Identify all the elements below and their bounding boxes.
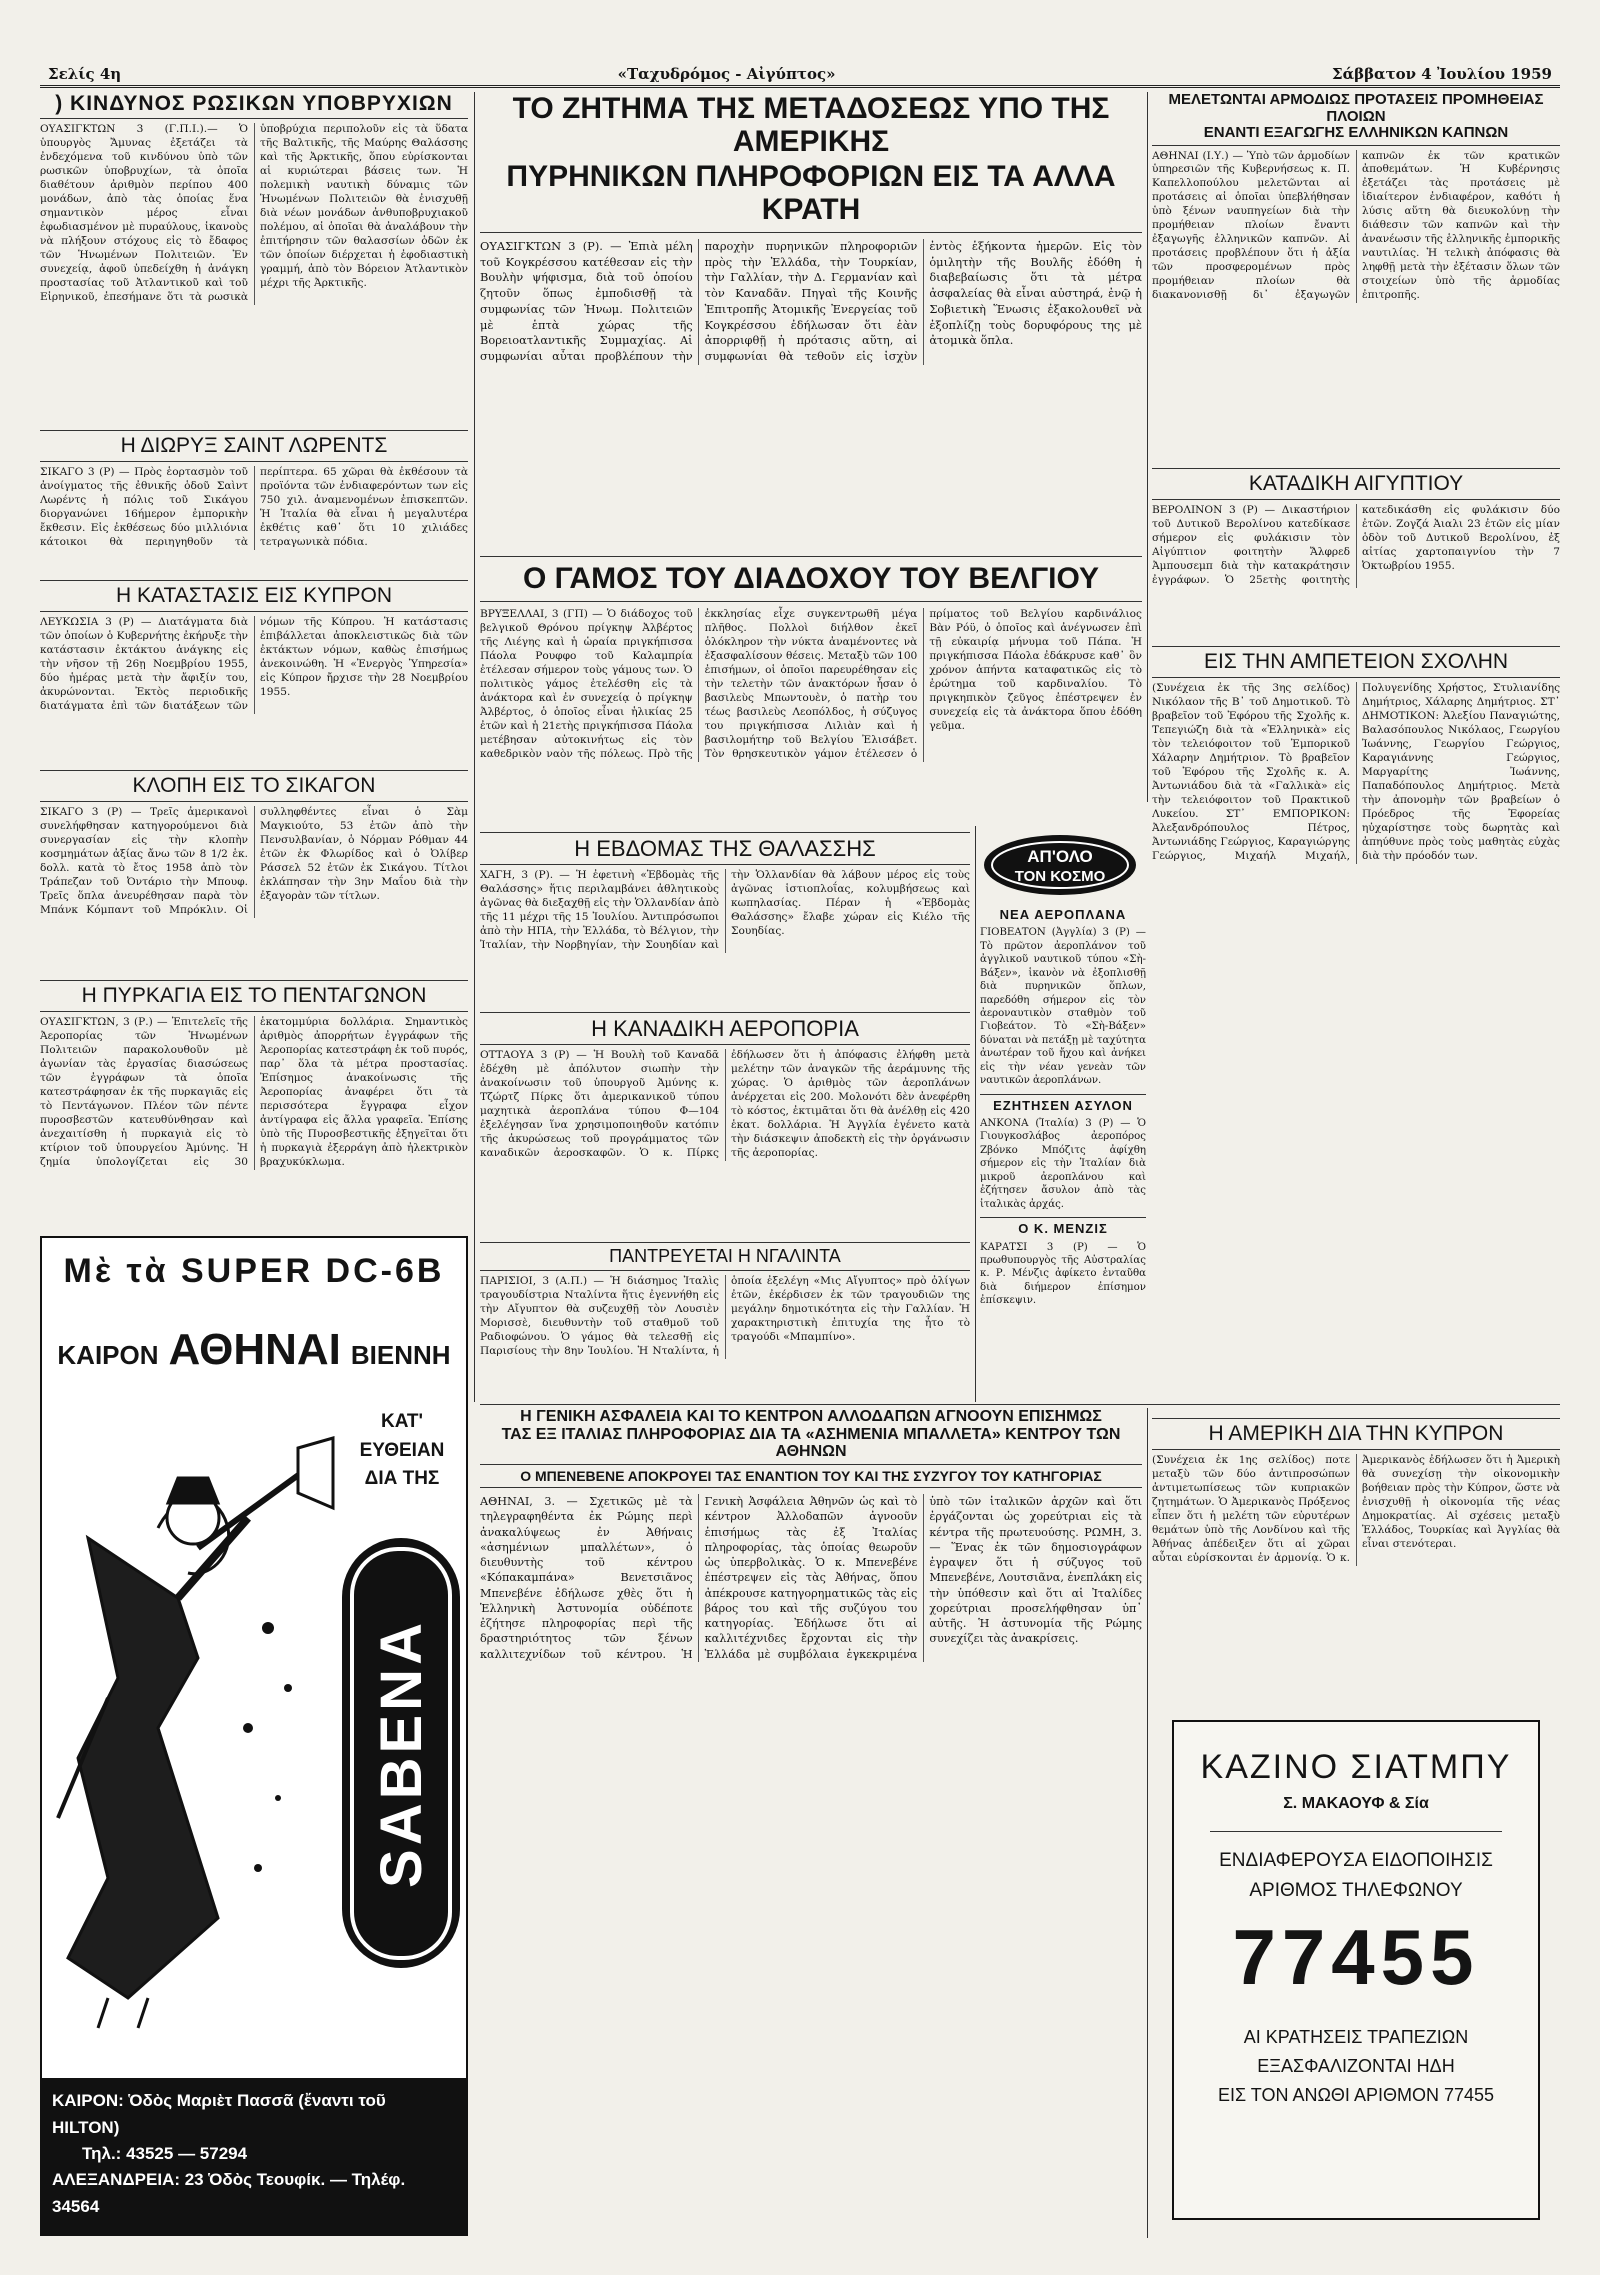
headline-security-3: Ο ΜΠΕΝΕΒΕΝΕ ΑΠΟΚΡΟΥΕΙ ΤΑΣ ΕΝΑΝΤΙΟΝ ΤΟΥ ΚΑΙ ΤΗΣ ΣΥΖΥΓΟΥ ΤΟΥ ΚΑΤΗΓΟΡΙΑΣ bbox=[480, 1469, 1142, 1488]
paper-name: «Ταχυδρόμος - Αἰγύπτος» bbox=[617, 64, 836, 83]
headline-offers-1: ΜΕΛΕΤΩΝΤΑΙ ΑΡΜΟΔΙΩΣ ΠΡΟΤΑΣΕΙΣ ΠΡΟΜΗΘΕΙΑΣ ΠΛΟΙΩΝ bbox=[1168, 92, 1544, 125]
article-cyprus-situation bbox=[40, 574, 468, 764]
body-transmission: ΟΥΑΣΙΓΚΤΩΝ 3 (Ρ). — Ἐπιὰ μέλη τοῦ Κογκρέσσου κατέθεσαν εἰς τὴν Βουλὴν ψήφισμα, διὰ τοῦ ὁποίου ζητοῦν ὅπως ἐμποδισθῇ τὰ συμφωνίας τῶν Ἡνωμ. Πολιτειῶν μὲ ἑπτὰ χώρας τῆς Βορειοατλαντικῆς Συμμαχίας. Αἱ συμφωνίαι αὗται προβλέπουν τὴν παροχὴν πυρηνικῶν πληροφοριῶν πρὸς τὴν Ἑλλάδα, τὴν Τουρκίαν, τὴν Γαλλίαν, τὴν Δ. Γερμανίαν καὶ τὸν Καναδᾶν. Πηγαὶ τῆς Κοινῆς Ἐπιτροπῆς Ἀτομικῆς Ἐνεργείας τοῦ Κογκρέσσου ἐδήλωσαν ὅτι ἐὰν ἀπορριφθῇ ἡ πρότασις αὕτη, αἱ συμφωνίαι θὰ τεθοῦν εἰς ἰσχὺν ἐντὸς ἑξήκοντα ἡμερῶν. Εἰς τὸν ὁμιλητὴν τῆς Βουλῆς ἐδόθη ἡ διαβεβαίωσις ὅτι τὰ μέτρα ἀσφαλείας θὰ εἶναι αὐστηρά, ἐνῷ ἡ Σοβιετικὴ Ἕνωσις ἐξακολουθεῖ νὰ ἐξοπλίζῃ τοὺς δορυφόρους της μὲ ἀτομικὰ ὅπλα. bbox=[480, 239, 1142, 364]
casino-owner: Σ. ΜΑΚΑΟΥΦ & Σία bbox=[1283, 1795, 1429, 1812]
sabena-ad-cities bbox=[42, 1325, 466, 1375]
headline-canadian-air: Η ΚΑΝΑΔΙΚΗ ΑΕΡΟΠΟΡΙΑ bbox=[480, 1012, 970, 1045]
body-menzies: ΚΑΡΑΤΣΙ 3 (Ρ) — Ὁ πρωθυπουργὸς τῆς Αὐστραλίας κ. Ρ. Μένζις ἀφίκετο ἐνταῦθα διὰ διήμερον ἐπίσημον ἐπίσκεψιν. bbox=[980, 1241, 1146, 1307]
headline-wedding: Ο ΓΑΜΟΣ ΤΟΥ ΔΙΑΔΟΧΟΥ ΤΟΥ ΒΕΛΓΙΟΥ bbox=[480, 562, 1142, 602]
article-canadian-air bbox=[480, 1006, 970, 1236]
casino-phone-label: ΑΡΙΘΜΟΣ ΤΗΛΕΦΩΝΟΥ bbox=[1249, 1880, 1463, 1901]
body-dalida: ΠΑΡΙΣΙΟΙ, 3 (Α.Π.) — Ἡ διάσημος Ἰταλὶς τραγουδίστρια Νταλίντα ἥτις ἐγεννήθη εἰς τὴν Αἴγυπτον θὰ συζευχθῇ τὸν Λουσιὲν Μορισσὲ, διευθυντὴν τοῦ σταθμοῦ τοῦ Ραδιοφώνου. Ὁ γάμος θὰ τελεσθῇ εἰς Παρισίους τὴν 8ην Ἰουλίου. Ἡ Νταλίντα, ἡ ὁποία ἐξελέγη «Μις Αἴγυπτος» πρὸ ὀλίγων ἐτῶν, ἐκέρδισεν ἐκ τῶν τραγουδιῶν της μεγάλην δημοτικότητα εἰς τὴν Γαλλίαν. Ἡ χαρακτηριστικὴ ἐπιτυχία της ἦτο τὸ τραγούδι «Μπαμπίνο». bbox=[480, 1274, 970, 1357]
article-egypt-verdict bbox=[1152, 462, 1560, 632]
article-seaway bbox=[40, 424, 468, 574]
trumpeter-illustration bbox=[48, 1398, 338, 2038]
subhead-asylum: ΕΖΗΤΗΣΕΝ ΑΣΥΛΟΝ bbox=[980, 1094, 1146, 1113]
article-ship-offers bbox=[1152, 92, 1560, 462]
column-rule bbox=[975, 826, 976, 1402]
body-submarines: ΟΥΑΣΙΓΚΤΩΝ 3 (Γ.Π.Ι.).— Ὁ ὑπουργὸς Ἄμυνας ἐξετάζει τὰ ἐνδεχόμενα τοῦ κινδύνου ὑπὸ τῶν ρωσικῶν ὑποβρυχίων, τὰ ὁποῖα διαθέτουν ἀριθμὸν περίπου 400 μονάδων, ἀπὸ τὰς ὁποίας ἕνα σημαντικὸν μέρος εἶναι ἐφωδιασμένον μὲ πυραύλους, ἱκανοὺς νὰ πλήξουν στόχους εἰς τὸ ἔδαφος τῶν Ἡνωμένων Πολιτειῶν. Ἐν συνεχείᾳ, ἀφοῦ ὑπεδείχθη ἡ ἀνάγκη προστασίας τοῦ Ἀτλαντικοῦ καὶ τοῦ Εἰρηνικοῦ, ἐπεσήμανε ὅτι τὰ ρωσικὰ ὑποβρύχια περιπολοῦν εἰς τὰ ὕδατα τῆς Βαλτικῆς, τῆς Μαύρης Θαλάσσης καὶ τῆς Ἀρκτικῆς, ὅπου εὑρίσκονται αἱ κυριώτεραι βάσεις των. Ἡ πολεμικὴ ναυτικὴ δύναμις τῶν Ἡνωμένων Πολιτειῶν θὰ ἐνισχυθῇ διὰ νέων μονάδων ἀνθυποβρυχιακοῦ πολέμου, αἱ ὁποῖαι θὰ ἀναλάβουν τὴν ἐπιτήρησιν τῶν θαλασσίων ὁδῶν ἐκ τῶν ὁποίων διέρχεται ἡ ἐφοδιαστικὴ γραμμή, ἀπὸ τὸν Βόρειον Ἀτλαντικὸν μέχρι τῆς Ἀρκτικῆς. bbox=[40, 123, 468, 303]
headline-egypt-verdict: ΚΑΤΑΔΙΚΗ ΑΙΓΥΠΤΙΟΥ bbox=[1152, 468, 1560, 500]
article-wedding bbox=[480, 562, 1142, 822]
headline-security-2: ΤΑΣ ΕΞ ΙΤΑΛΙΑΣ ΠΛΗΡΟΦΟΡΙΑΣ ΔΙΑ ΤΑ «ΑΣΗΜΕΝΙΑ ΜΠΑΛΛΕΤΑ» ΚΕΝΤΡΟΥ ΤΩΝ ΑΘΗΝΩΝ bbox=[480, 1426, 1142, 1465]
headline-seaway: Η ΔΙΩΡΥΞ ΣΑΙΝΤ ΛΩΡΕΝΤΣ bbox=[40, 430, 468, 462]
city-vienna: ΒΙΕΝΝΗ bbox=[350, 1340, 451, 1370]
casino-reservations-1: ΑΙ ΚΡΑΤΗΣΕΙΣ ΤΡΑΠΕΖΙΩΝ bbox=[1243, 2027, 1469, 2047]
casino-interest: ΕΝΔΙΑΦΕΡΟΥΣΑ ΕΙΔΟΠΟΙΗΣΙΣ bbox=[1219, 1850, 1493, 1871]
column-rule bbox=[474, 92, 475, 1402]
badge-line-1: ΑΠ'ΟΛΟ bbox=[1027, 847, 1093, 866]
alexandria-address: ΑΛΕΞΑΝΔΡΕΙΑ: 23 Ὁδὸς Τεουφίκ. — Τηλέφ. 34564 bbox=[52, 2170, 406, 2216]
section-rule bbox=[480, 1404, 1560, 1405]
body-canadian-air: ΟΤΤΑΟΥΑ 3 (Ρ) — Ἡ Βουλὴ τοῦ Καναδᾶ ἐδέχθη μὲ ἀπόλυτον σιωπὴν τὴν ἀνακοίνωσιν τοῦ ὑπουργοῦ Ἀμύνης κ. Τζώρτζ Πίρκς ὅτι ἀμερικανικοῦ τύπου μαχητικὰ ἀεροπλάνα τύπου Φ—104 ἐξελέγησαν ἵνα χρησιμοποιηθοῦν κατόπιν τῆς ἀκυρώσεως τοῦ προγράμματος τῶν καναδικῶν ἀεροσκαφῶν. Ὁ κ. Πίρκς ἐδήλωσεν ὅτι ἡ ἀπόφασις ἐλήφθη μετὰ μελέτην τῶν ἀναγκῶν τῆς ἀεράμυνης τῆς χώρας. Ὁ ἀριθμὸς τῶν ἀεροπλάνων ἀνέρχεται εἰς 200. Μολονότι δὲν ἀνεφέρθη τὸ κόστος, ἐκτιμᾶται ὅτι θὰ ἀνέλθῃ εἰς 420 ἑκατ. δολλάρια. Ἡ Ἀγγλία ἐγένετο κατὰ τὴν διάσκεψιν ἀποδεκτὴ εἰς τὴν ὀργάνωσιν τῆς ἀεροπορίας. bbox=[480, 1049, 970, 1160]
sabena-address-block bbox=[42, 2078, 466, 2234]
column-rule bbox=[1147, 92, 1148, 802]
section-rule bbox=[480, 556, 1142, 557]
subhead-menzies: Ο Κ. ΜΕΝΖΙΣ bbox=[980, 1217, 1146, 1236]
direct-line-1: ΚΑΤ' ΕΥΘΕΙΑΝ bbox=[359, 1411, 445, 1461]
article-sea-week bbox=[480, 826, 970, 1006]
column-rule bbox=[1147, 1408, 1148, 2238]
badge-line-2: ΤΟΝ ΚΟΣΜΟ bbox=[1014, 868, 1106, 885]
headline-ampeteion: ΕΙΣ ΤΗΝ ΑΜΠΕΤΕΙΟΝ ΣΧΟΛΗΝ bbox=[1152, 646, 1560, 678]
casino-reservations-2: ΕΞΑΣΦΑΛΙΖΟΝΤΑΙ ΗΔΗ bbox=[1257, 2056, 1455, 2076]
article-chicago-theft bbox=[40, 764, 468, 974]
world-badge-icon bbox=[980, 830, 1140, 900]
body-pentagon: ΟΥΑΣΙΓΚΤΩΝ, 3 (Ρ.) — Ἐπιτελεῖς τῆς Ἀεροπορίας τῶν Ἡνωμένων Πολιτειῶν παρακολουθοῦν μὲ ἀγωνίαν τὰς ἐργασίας διασώσεως τῶν ἐγγράφων τὰ ὁποῖα κατεστράφησαν ἐκ τῆς πυρκαγιᾶς εἰς τὸ Πεντάγωνον. Πλέον τῶν πέντε πυροσβεστῶν κατευθύνθησαν καὶ ἀνεχαιτίσθη ἡ πυρκαγιὰ εἰς τὸ κτίριον τοῦ ὑπουργείου Ἀμύνης. Ἡ ζημία ὑπολογίζεται εἰς 30 ἑκατομμύρια δολλάρια. Σημαντικὸς ἀριθμὸς ἀπορρήτων ἐγγράφων τῆς Ἀεροπορίας κατεστράφη ἐκ τοῦ πυρός, παρ᾽ ὅλα τὰ μέτρα προστασίας. Ἐπίσημος ἀνακοίνωσις τῆς Ἀεροπορίας ἀναφέρει ὅτι τὰ περισσότερα ἔγγραφα εἶχον ἀντίγραφα εἰς ἄλλα γραφεῖα. Ἐπίσης ὑπὸ τῆς Πυροσβεστικῆς ἐξηγεῖται ὅτι ἡ πυρκαγιὰ ἐξερράγη ἀπὸ ἠλεκτρικὸν βραχυκύκλωμα. bbox=[40, 1016, 468, 1168]
body-sea-week: ΧΑΓΗ, 3 (Ρ). — Ἡ ἐφετινὴ «Ἑβδομὰς τῆς Θαλάσσης» ἥτις περιλαμβάνει ἀθλητικοὺς ἀγῶνας θὰ διεξαχθῇ εἰς τὴν Ὁλλανδίαν ἀπὸ τῆς 11 μέχρι τῆς 15 Ἰουλίου. Ἀντιπρόσωποι ἀπὸ τὴν ΗΠΑ, τὴν Ἑλλάδα, τὸ Βέλγιον, τὴν Ἰταλίαν, τὴν Νορβηγίαν, τὴν Σουηδίαν καὶ τὴν Ὁλλανδίαν θὰ λάβουν μέρος εἰς τοὺς ἀγῶνας ἱστιοπλοΐας, κολυμβήσεως καὶ κωπηλασίας. Πέραν ἡ «Ἑβδομὰς Θαλάσσης» ἔλαβε χώραν εἰς Κιέλο τῆς Σουηδίας. bbox=[480, 869, 970, 952]
body-new-aircraft: ΓΙΟΒΕΑΤΟΝ (Ἀγγλία) 3 (Ρ) — Τὸ πρῶτον ἀεροπλάνον τοῦ ἀγγλικοῦ ναυτικοῦ τύπου «Σὴ-Βάξεν», ἱκανὸν νὰ ἐξοπλισθῇ διὰ πυρηνικῶν ὅπλων, παρεδόθη σήμερον εἰς τὸν ἀεροναυτικὸν σταθμὸν τοῦ Γιοβεάτον. Τὸ «Σὴ-Βάξεν» δύναται νὰ πετάξῃ μὲ ταχύτητα ἀνωτέραν τοῦ ἤχου καὶ ἀνήκει εἰς τὴν νέαν γενεὰν τῶν ναυτικῶν ἀεροπλάνων. bbox=[980, 927, 1146, 1087]
article-submarines bbox=[40, 92, 468, 422]
casino-reservations-3: ΕΙΣ ΤΟΝ ΑΝΩΘΙ ΑΡΙΘΜΟΝ 77455 bbox=[1217, 2085, 1495, 2105]
body-offers: ΑΘΗΝΑΙ (Ι.Υ.) — Ὑπὸ τῶν ἀρμοδίων ὑπηρεσιῶν τῆς Κυβερνήσεως κ. Π. Καπελλοπούλου μελετῶνται αἱ προτάσεις αἱ ὁποῖαι ὑπεβλήθησαν ὑπὸ ξένων ναυπηγείων διὰ τὴν προμήθειαν πλοίων ἔναντι ἐξαγωγῆς ἑλληνικῶν καπνῶν. Αἱ προτάσεις προβλέπουν ὅτι ἡ ἀξία τῶν προσφερομένων πρὸς προμήθειαν πλοίων θὰ διακανονισθῇ δι᾽ ἐξαγωγῶν καπνῶν ἐκ τῶν κρατικῶν ἀποθεμάτων. Ἡ Κυβέρνησις ἐξετάζει τὰς προτάσεις μὲ ἰδιαίτερον ἐνδιαφέρον, καθότι ἡ λύσις αὕτη θὰ διευκολύνῃ τὴν διάθεσιν τῶν καπνῶν καὶ τὴν ἀνανέωσιν τῆς ἑλληνικῆς ἐμπορικῆς ναυτιλίας. Ἡ τελικὴ ἀπόφασις θὰ ληφθῇ μετὰ τὴν ἐξέτασιν ὅλων τῶν στοιχείων ὑπὸ τῆς ἁρμοδίας ἐπιτροπῆς. bbox=[1152, 149, 1560, 302]
headline-pentagon: Η ΠΥΡΚΑΓΙΑ ΕΙΣ ΤΟ ΠΕΝΤΑΓΩΝΟΝ bbox=[40, 980, 468, 1012]
article-apo-ton-kosmo bbox=[980, 830, 1146, 1402]
article-pentagon bbox=[40, 974, 468, 1230]
body-security: ΑΘΗΝΑΙ, 3. — Σχετικῶς μὲ τὰ τηλεγραφηθέντα ἐκ Ρώμης περὶ ἀνακαλύψεως ἐν Ἀθήναις «ἀσημένιων μπαλλέτων», ὁ διευθυντὴς τοῦ κέντρου «Κόπακαμπάνα» Βενετσιᾶνος Μπενεβένε ἐδήλωσε χθὲς ὅτι ἡ Ἑλληνικὴ Ἀστυνομία οὐδέποτε ἐζήτησε πληροφορίας περὶ τῆς δραστηριότητος τῶν ξένων καλλιτεχνίδων τοῦ κέντρου. Ἡ Γενικὴ Ἀσφάλεια Ἀθηνῶν ὡς καὶ τὸ κέντρον Ἀλλοδαπῶν ἀγνοοῦν ἐπισήμως τὰς ἐξ Ἰταλίας πληροφορίας, τὰς ὁποίας θεωροῦν ὡς ὑπερβολικὰς. Ὁ κ. Μπενεβένε ἐπέστρεψεν εἰς τὰς Ἀθήνας, ὅπου ἀπέκρουσε κατηγορηματικῶς τὰς εἰς βάρος του καὶ τῆς συζύγου του κατηγορίας. Ἐδήλωσε ὅτι αἱ καλλιτέχνιδες ἔρχονται εἰς τὴν Ἑλλάδα μὲ συμβόλαια ἐγκεκριμένα ὑπὸ τῶν ἰταλικῶν ἀρχῶν καὶ ὅτι ἐργάζονται ὡς χορεύτριαι εἰς τὰ κέντρα τῆς πρωτευούσης. ΡΩΜΗ, 3. — Ἕνας ἐκ τῶν δημοσιογράφων ἐγραψεν ὅτι ἡ σύζυγος τοῦ Μπενεβένε, Λουτσιᾶνα, ἐνεπλάκη εἰς τὴν ὑπόθεσιν καὶ ὅτι αἱ Ἰταλίδες χορεύτριαι προσελήφθησαν ὑπ᾽ αὐτῆς. Ἡ ἀστυνομία τῆς Ρώμης συνεχίζει τὰς ἀνακρίσεις. bbox=[480, 1495, 1142, 1661]
headline-submarines: ) ΚΙΝΔΥΝΟΣ ΡΩΣΙΚΩΝ ΥΠΟΒΡΥΧΙΩΝ bbox=[40, 92, 468, 119]
headline-offers-2: ΕΝΑΝΤΙ ΕΞΑΓΩΓΗΣ ΕΛΛΗΝΙΚΩΝ ΚΑΠΝΩΝ bbox=[1152, 125, 1560, 146]
article-america-cyprus bbox=[1152, 1412, 1560, 1712]
sabena-direct-text bbox=[342, 1408, 462, 1494]
subhead-new-aircraft: ΝΕΑ ΑΕΡΟΠΛΑΝΑ bbox=[999, 907, 1127, 922]
headline-sea-week: Η ΕΒΔΟΜΑΣ ΤΗΣ ΘΑΛΑΣΣΗΣ bbox=[480, 832, 970, 865]
casino-phone: 77455 bbox=[1232, 1913, 1480, 2001]
body-ampeteion: (Συνέχεια ἐκ τῆς 3ης σελίδος) Νικόλαον τῆς Β᾽ τοῦ Δημοτικοῦ. Τὸ βραβεῖον τοῦ Ἐφόρου τῆς Σχολῆς κ. Τεπεγιώζη διὰ τὰ «Ἑλληνικὰ» εἰς τὸν τελειόφοιτον τοῦ Ἐμπορικοῦ Χάλαρην Δημήτριον. Τὸ βραβεῖον τοῦ Ἐφόρου τῆς Σχολῆς κ. Α. Ἀντωνιάδου διὰ τὰ «Γαλλικὰ» εἰς τὴν τελειόφοιτον τοῦ Πρακτικοῦ Λυκείου. ΣΤ᾽ ΕΜΠΟΡΙΚΟΝ: Ἀλεξανδρόπουλος Πέτρος, Ἀντωνιάδης Γεώργιος, Καραγιώργης Γεώργιος, Μιχαήλ Μιχαήλ, Πολυγενίδης Χρήστος, Στυλιανίδης Δημήτριος, Χάλαρης Δημήτριος. ΣΤ᾽ ΔΗΜΟΤΙΚΟΝ: Ἀλεξίου Παναγιώτης, Βαλασόπουλος Νικόλαος, Γεωργίου Ἰωάννης, Γεωργίου Γεώργιος, Καραγιάννης Γεώργιος, Μαργαρίτης Ἰωάννης, Παπαδόπουλος Δημήτριος. Μετὰ τὴν ἀπονομὴν τῶν βραβείων ὁ Πρόεδρος τῆς Ἐφορείας ηὐχαρίστησε τοὺς δωρητὰς καὶ ἀπηύθυνε πρὸς τοὺς μαθητὰς εὐχὰς διὰ τὴν πρόοδόν των. bbox=[1152, 682, 1560, 862]
headline-dalida: ΠΑΝΤΡΕΥΕΤΑΙ Η ΝΓΑΛΙΝΤΑ bbox=[480, 1242, 970, 1271]
sabena-ad-headline: Μὲ τὰ SUPER DC-6B bbox=[63, 1252, 445, 1290]
body-seaway: ΣΙΚΑΓΟ 3 (Ρ) — Πρὸς ἑορτασμὸν τοῦ ἀνοίγματος τῆς ἐθνικῆς ὁδοῦ Σαὶντ Λωρέντς ἡ πόλις τοῦ Σικάγου διοργανώνει 16ήμερον ἐμπορικὴν ἔκθεσιν. Εἰς ἐκθέσεως δύο μιλλιόνια κάτοικοι θὰ περιηγηθοῦν τὰ περίπτερα. 65 χῶραι θὰ ἐκθέσουν τὰ προϊόντα τῶν ἐνδιαφερόντων των εἰς 750 χιλ. ἀναμενομένων ἐπισκεπτῶν. Ἡ Ἰταλία θὰ εἶναι ἡ μεγαλυτέρα ἐκθέτις καθ᾽ ὅτι 10 χιλιάδες τετραγωνικὰ πόδια. bbox=[40, 466, 468, 548]
article-ampeteion bbox=[1152, 640, 1560, 1400]
headline-america-cyprus: Η ΑΜΕΡΙΚΗ ΔΙΑ ΤΗΝ ΚΥΠΡΟΝ bbox=[1152, 1418, 1560, 1450]
headline-security-1: Η ΓΕΝΙΚΗ ΑΣΦΑΛΕΙΑ ΚΑΙ ΤΟ ΚΕΝΤΡΟΝ ΑΛΛΟΔΑΠΩΝ ΑΓΝΟΟΥΝ ΕΠΙΣΗΜΩΣ bbox=[520, 1408, 1102, 1425]
sabena-ad bbox=[40, 1236, 468, 2236]
direct-line-2: ΔΙΑ ΤΗΣ bbox=[364, 1468, 440, 1489]
body-wedding: ΒΡΥΞΕΛΛΑΙ, 3 (ΓΠ) — Ὁ διάδοχος τοῦ βελγικοῦ Θρόνου πρίγκηψ Ἀλβέρτος τῆς Λιέγης καὶ ἡ ὡραία πριγκήπισσα Πάολα Ρουφφο τοῦ Καλαμπρία ἐτέλεσαν σήμερον τοὺς γάμους των. Ὁ πολιτικὸς γάμος ἐτελέσθη εἰς τὰ ἀνάκτορα καὶ ἐν συνεχείᾳ ὁ πρίγκηψ Ἀλβέρτος, ὁ ὁποῖος εἶναι ἡλικίας 25 ἐτῶν καὶ ἡ 21ετὴς πριγκήπισσα Πάολα μετέβησαν αὐτοκινήτως εἰς τὸν καθεδρικὸν ναὸν τῆς πόλεως. Πρὸ τῆς ἐκκλησίας εἶχε συγκεντρωθῆ μέγα πλῆθος. Πολλοὶ διήλθον ἐκεῖ ὁλόκληρον τὴν νύκτα ἀναμένοντες νὰ ἐξασφαλίσουν θέσεις. Μεταξὺ τῶν 100 ἐπισήμων, οἱ ὁποῖοι παρευρέθησαν εἰς τὴν τελετὴν τῶν ἀνακτόρων ἦσαν ὁ βασιλεὺς Μπωντουὲν, ὁ πατὴρ του τέως βασιλεὺς Λεοπόλδος, ἡ σύζυγος του πριγκήπισσα Λιλιὰν καὶ ἡ βασιλομήτηρ τοῦ Βελγίου Ἐλισάβετ. Τὸν θρησκευτικὸν γάμον ἐτέλεσεν ὁ πρίματος τοῦ Βελγίου καρδινάλιος Βὰν Ρόϋ, ὁ ὁποῖος καὶ ἀνέγνωσεν ἐπὶ τῇ εὐκαιρίᾳ μήνυμα τοῦ Πάπα. Ἡ πριγκήπισσα Πάολα ἐδάκρυσε καθ᾽ ὃν χρόνον ἀπήντα καταφατικῶς εἰς τὸ ἐρώτημα τοῦ καρδιναλίου. Τὸ πριγκηπικὸν ζεῦγος ἐπέστρεψεν ἐν συνεχείᾳ εἰς τὰ ἀνάκτορα ὅπου ἐδόθη γεῦμα. bbox=[480, 608, 1142, 760]
sabena-brand: SABENA bbox=[368, 1618, 434, 1888]
city-athens: ΑΘΗΝΑΙ bbox=[168, 1325, 341, 1374]
cairo-phone: Τηλ.: 43525 — 57294 bbox=[82, 2143, 248, 2163]
body-egypt-verdict: ΒΕΡΟΛΙΝΟΝ 3 (Ρ) — Δικαστήριον τοῦ Δυτικοῦ Βερολίνου κατεδίκασε σήμερον εἰς φυλάκισιν τὸν Αἰγύπτιον φοιτητὴν Ἄλφρεδ Ἀμπουσεμπ διὰ τὴν κατακράτησιν ἐγγράφων. Ὁ 25ετὴς φοιτητὴς κατεδικάσθη εἰς φυλάκισιν δύο ἐτῶν. Ζογζά Ἀιαλι 23 ἐτῶν εἰς μίαν ὁδὸν τοῦ Δυτικοῦ Βερολίνου, ἐξ αἰτίας χαρτοπαιγνίου τὴν 7 Ὀκτωβρίου 1955. bbox=[1152, 504, 1560, 586]
issue-date: Σάββατον 4 Ἰουλίου 1959 bbox=[1331, 64, 1552, 83]
body-chicago-theft: ΣΙΚΑΓΟ 3 (Ρ) — Τρεῖς ἀμερικανοὶ συνελήφθησαν κατηγορούμενοι διὰ συνεργασίαν εἰς τὴν κλοπὴν κοσμημάτων ἀξίας ἄνω τῶν 8 1/2 ἑκ. δολλ. κατὰ τὸ ἔτος 1958 ἀπὸ τὸν Τράπεζαν τοῦ Ὀντάριο τὴν Μπουφ. Τρεῖς ὅπλα ἀνευρέθησαν παρὰ τὸν Μπάνκ Κόμπαντ τοῦ Μπρόκλιν. Οἱ συλληφθέντες εἶναι ὁ Σὰμ Μαγκιούτο, 53 ἐτῶν ἀπὸ τὴν Πενσυλβανίαν, ὁ Νόρμαν Ρόθμαν 44 ἐτῶν ἐκ Φλωρίδος καὶ ὁ Ὀλίβερ Ράσσελ 52 ἐτῶν ἐκ Σικάγου. Τίτλοι ἐκλάπησαν τὴν 3ην Μαΐου διὰ τὴν ἐξαγορὰν τῶν τίτλων. bbox=[40, 806, 468, 916]
headline-transmission-1: ΤΟ ΖΗΤΗΜΑ ΤΗΣ ΜΕΤΑΔΟΣΕΩΣ ΥΠΟ ΤΗΣ ΑΜΕΡΙΚΗΣ bbox=[512, 92, 1110, 158]
body-asylum: ΑΝΚΟΝΑ (Ἰταλία) 3 (Ρ) — Ὁ Γιουγκοσλάβος ἀεροπόρος Ζβόνκο Μπόζιτς ἀφίχθη σήμερον εἰς τὴν Ἰταλίαν διὰ μικροῦ ἀεροπλάνου καὶ ἐζήτησεν ἄσυλον ἀπὸ τὰς ἰταλικὰς ἀρχάς. bbox=[980, 1118, 1146, 1210]
masthead bbox=[40, 62, 1560, 88]
article-dalida bbox=[480, 1236, 970, 1402]
body-cyprus-situation: ΛΕΥΚΩΣΙΑ 3 (Ρ) — Διατάγματα διὰ τῶν ὁποίων ὁ Κυβερνήτης ἐκήρυξε τὴν κατάστασιν ἐκτάκτου ἀνάγκης εἰς τὴν νῆσον τῇ 26ῃ Νοεμβρίου 1955, δύο ἡμέρας μετὰ τὴν ἄφιξίν του, ἀκυρώνονται. Ἐκτὸς περιοδικῆς διατάγματα ἐπὶ τῶν διατάξεων τῶν νόμων τῆς Κύπρου. Ἡ κατάστασις ἐπιβάλλεται ἀποκλειστικῶς διὰ τῶν ἐκτάκτων νόμων, καθὼς ἐπισήμως ἀνεκοινώθη. Ἡ «Ἐνεργὸς Ὑπηρεσία» εἰς Κύπρον ἤρχισε τὴν 28 Νοεμβρίου 1955. bbox=[40, 616, 468, 712]
page-number: Σελίς 4η bbox=[48, 64, 122, 83]
article-transmission bbox=[480, 92, 1142, 552]
casino-name: ΚΑΖΙΝΟ ΣΙΑΤΜΠΥ bbox=[1200, 1748, 1512, 1786]
body-america-cyprus: (Συνέχεια ἐκ 1ης σελίδος) ποτε μεταξὺ τῶν δύο ἀντιπροσώπων ἀντιμετωπίσεως τῶν κυπριακῶν ζητημάτων. Ὁ Ἀμερικανὸς Πρόξενος εἶπεν ὅτι ἡ μελέτη τῶν εὐρυτέρων θεμάτων ὑπὸ τῆς Λονδίνου καὶ τῆς Ἀθήνας ἀπέδειξεν ὅτι αἱ χῶραι αὗται εὑρίσκονται ἐν ἀρμονίᾳ. Ὁ κ. Ἀμερικανὸς ἐδήλωσεν ὅτι ἡ Ἀμερικὴ θὰ συνεχίσῃ τὴν οἰκονομικὴν βοήθειαν πρὸς τὴν Κύπρον, ὥστε νὰ ἐνισχυθῇ ἡ οἰκονομία τῆς νέας Δημοκρατίας. Αἱ σχέσεις μεταξὺ Ἑλλάδος, Τουρκίας καὶ Ἀγγλίας θὰ εἶναι στενότεραι. bbox=[1152, 1454, 1560, 1564]
headline-chicago-theft: ΚΛΟΠΗ ΕΙΣ ΤΟ ΣΙΚΑΓΟΝ bbox=[40, 770, 468, 802]
sabena-logo-icon bbox=[342, 1538, 460, 1968]
article-security bbox=[480, 1408, 1142, 2238]
casino-ad bbox=[1172, 1720, 1540, 2220]
headline-transmission-2: ΠΥΡΗΝΙΚΩΝ ΠΛΗΡΟΦΟΡΙΩΝ ΕΙΣ ΤΑ ΑΛΛΑ ΚΡΑΤΗ bbox=[480, 160, 1142, 233]
cairo-address: ΚΑΙΡΟΝ: Ὁδὸς Μαριὲτ Πασσᾶ (ἔναντι τοῦ HILTON) bbox=[52, 2091, 386, 2137]
headline-cyprus-situation: Η ΚΑΤΑΣΤΑΣΙΣ ΕΙΣ ΚΥΠΡΟΝ bbox=[40, 580, 468, 612]
city-cairo: ΚΑΙΡΟΝ bbox=[57, 1340, 159, 1370]
